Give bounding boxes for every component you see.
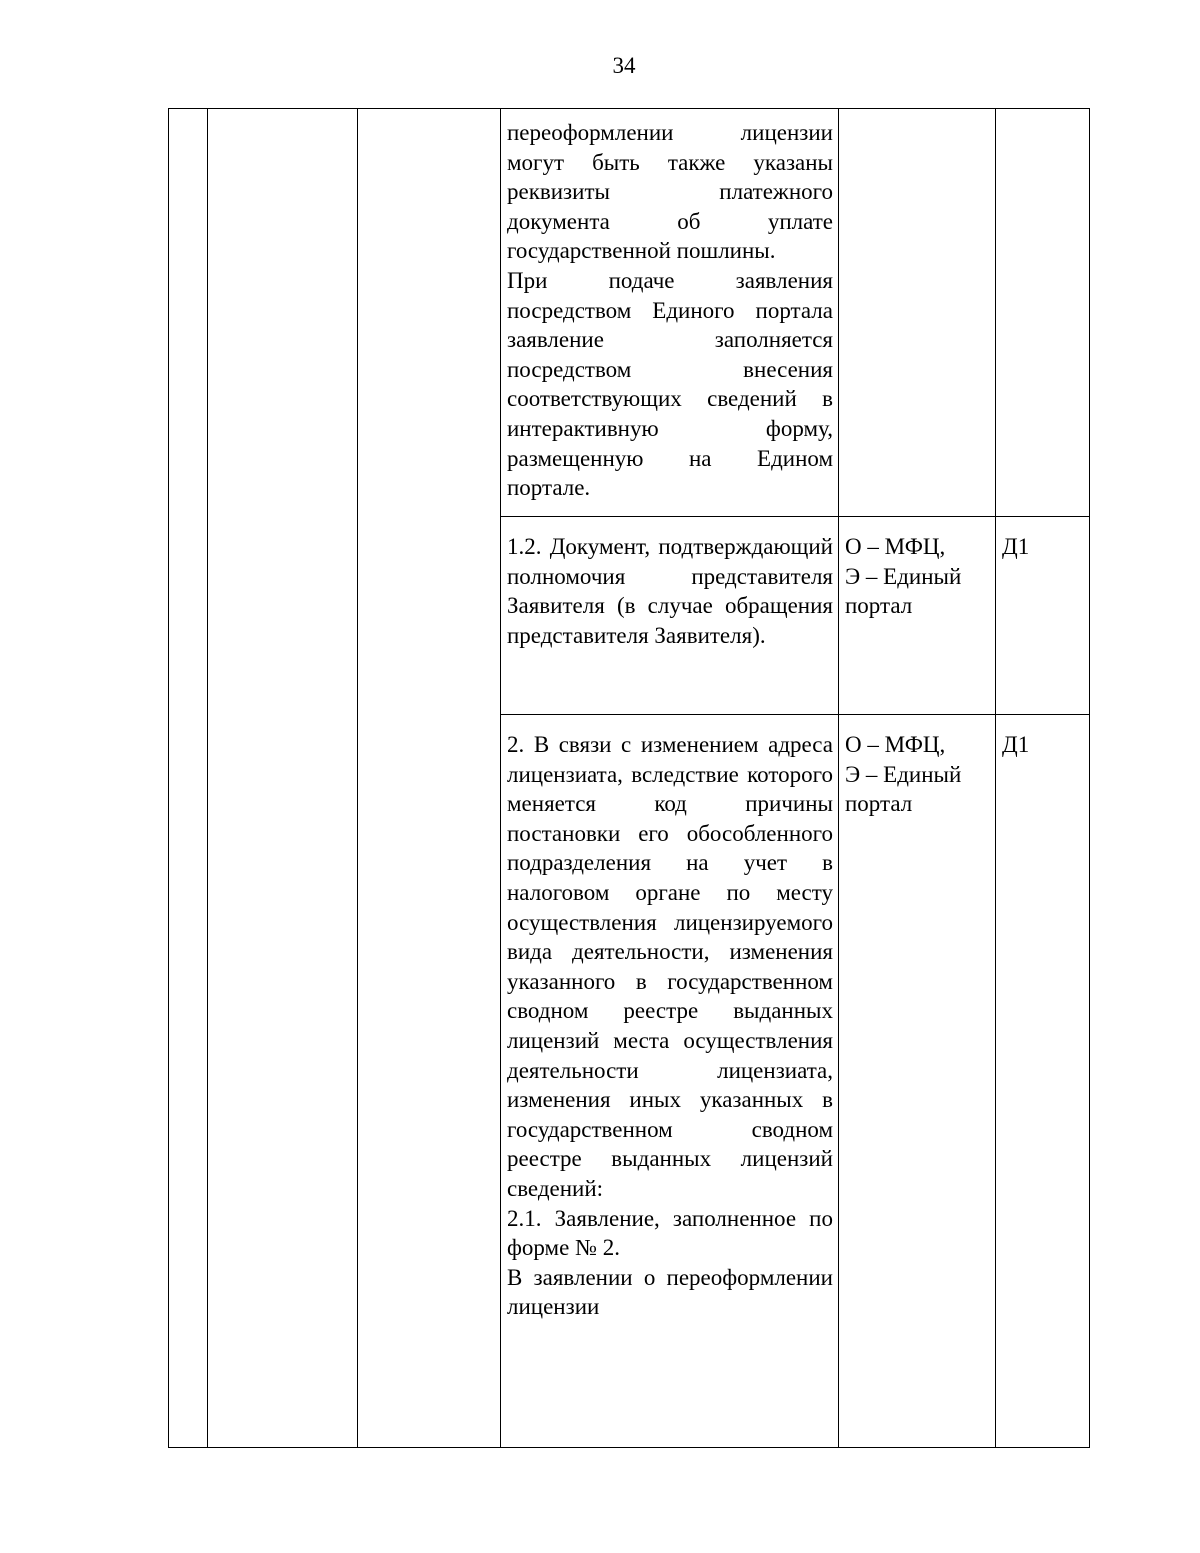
description-paragraph: 1.2. Документ, подтверждающий полномочия представителя Заявителя (в случае обращения представителя Заявителя). [507,534,833,648]
description-paragraph: переоформлении лицензии могут быть также указаны реквизиты платежного документа об уплате государственной пошлины. [507,120,833,264]
description-cell [501,109,839,517]
code-cell [996,109,1090,517]
submission-method-line: О – МФЦ, [845,534,946,559]
submission-method-line: портал [845,791,913,817]
submission-method-cell [839,517,996,715]
table-row [169,109,1090,517]
description-paragraph: 2.1. Заявление, заполненное по форме № 2. [507,1205,833,1261]
submission-method-cell [839,109,996,517]
submission-method-line: портал [845,593,913,619]
table-cell-col3 [358,109,501,1448]
description-cell [501,517,839,715]
document-code: Д1 [1002,534,1030,559]
description-paragraph: При подаче заявления посредством Единого портала заявление заполняется посредством внесения соответствующих сведений в интерактивную форму, размещенную на Едином портале. [507,267,833,501]
page-number: 34 [612,53,636,78]
submission-method-line: Э – Единый [845,761,962,787]
submission-method-cell [839,715,996,1448]
submission-method-line: Э – Единый [845,563,962,589]
requirements-table [168,108,1090,1448]
submission-method-line: О – МФЦ, [845,732,946,757]
code-cell [996,715,1090,1448]
description-paragraph: В заявлении о переоформлении лицензии [507,1264,833,1320]
code-cell [996,517,1090,715]
table-cell-col1 [169,109,208,1448]
document-code: Д1 [1002,732,1030,757]
description-cell [501,715,839,1448]
table-cell-col2 [208,109,358,1448]
description-paragraph: 2. В связи с изменением адреса лицензиата, вследствие которого меняется код причины постановки его обособленного подразделения на учет в налоговом органе по месту осуществления лицензируемого вида деятельности, изменения указанного в государственном сводном реестре выданных лицензий места осуществления деятельности лицензиата, изменения иных указанных в государственном сводном реестре выданных лицензий сведений: [507,732,833,1201]
